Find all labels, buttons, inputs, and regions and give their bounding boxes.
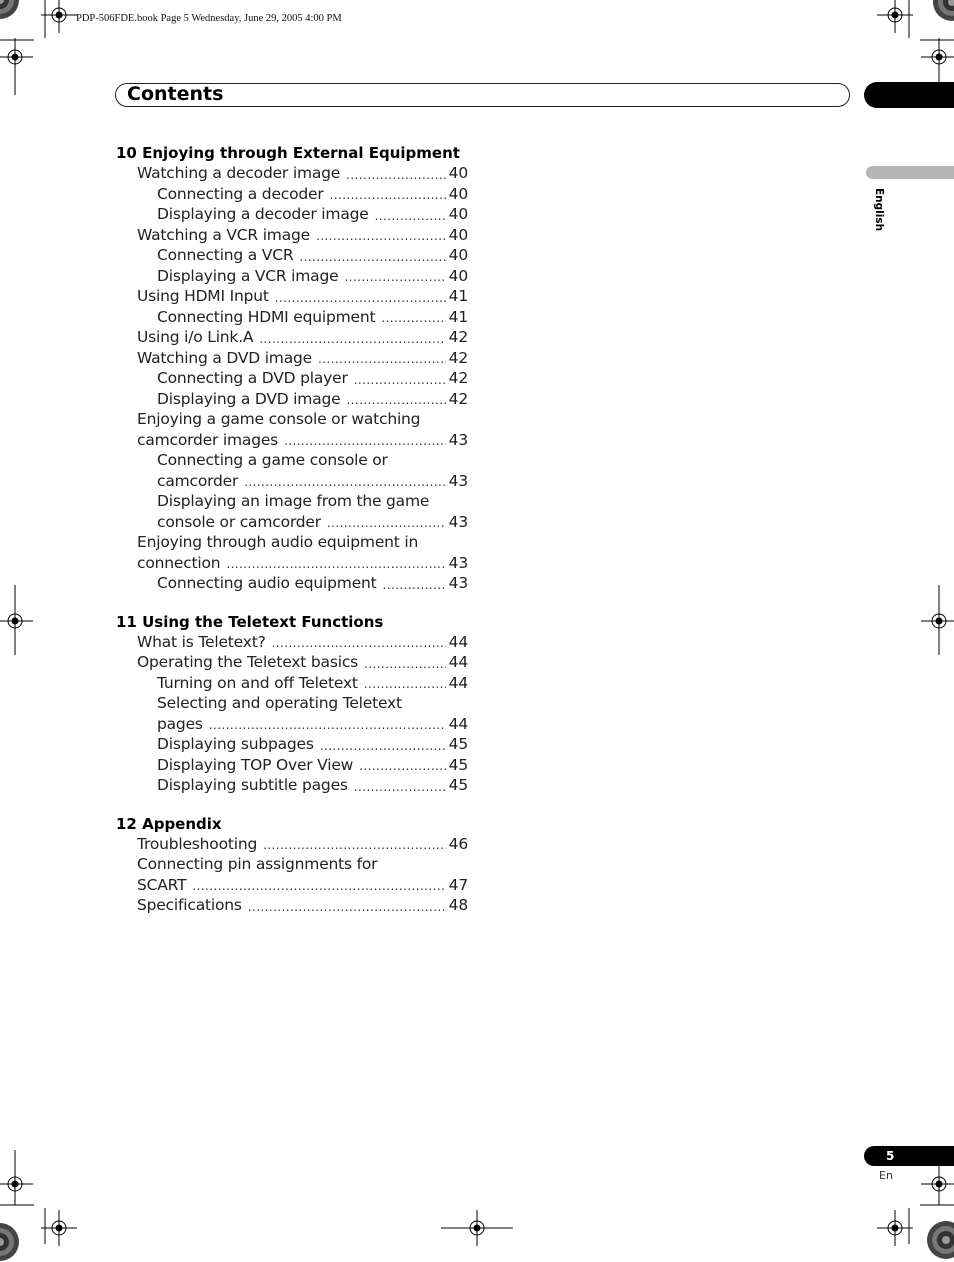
dot-leader [209,717,446,734]
registration-target-icon [39,1208,79,1248]
entry-text: Selecting and operating Teletext [157,694,402,712]
entry-text: SCART [137,875,187,894]
entry-text: Connecting a decoder [157,184,324,203]
dot-leader [320,738,446,755]
entry-page-number: 48 [448,896,468,914]
entry-text: Connecting a game console or [157,451,388,469]
toc-entry[interactable] [137,854,468,895]
entry-page-number: 44 [448,653,468,671]
entry-text: Watching a DVD image [137,348,312,367]
toc-entry[interactable] [137,652,468,673]
dot-leader [244,474,445,491]
entry-text: Displaying a DVD image [157,389,341,408]
dot-leader [346,167,446,184]
entry-page-number: 40 [448,246,468,264]
color-wheel-icon [0,0,20,20]
toc-entry[interactable] [157,307,468,328]
dot-leader [327,515,446,532]
color-wheel-icon [0,1222,20,1262]
registration-target-icon [437,1208,517,1248]
toc-entry[interactable] [137,895,468,916]
entry-text: Connecting a DVD player [157,369,348,387]
entry-text: Enjoying through audio equipment in [137,533,419,551]
entry-page-number: 42 [448,369,468,387]
toc-entry[interactable] [137,834,468,855]
color-wheel-icon [926,1220,954,1260]
entry-page-number: 43 [448,553,468,572]
dot-leader [192,878,445,895]
toc-entry[interactable] [137,225,468,246]
toc-entry[interactable] [157,755,468,776]
section-title: 11 Using the Teletext Functions [116,612,384,631]
language-tab-bar [866,166,954,179]
entry-page-number: 45 [448,735,468,753]
entry-page-number: 45 [448,755,468,774]
dot-leader [299,249,445,266]
page-language-code: En [879,1169,893,1182]
toc-entry[interactable] [157,368,468,389]
dot-leader [344,269,445,286]
toc-entry[interactable] [157,491,468,532]
entry-page-number: 43 [448,512,468,531]
toc-entry[interactable] [157,734,468,755]
entry-page-number: 44 [448,673,468,692]
entry-page-number: 47 [448,875,468,894]
toc-entry[interactable] [137,409,468,450]
entry-text: Using i/o Link.A [137,328,254,346]
entry-text: What is Teletext? [137,632,266,651]
contents-title-bar [115,83,850,107]
entry-text: Operating the Teletext basics [137,653,359,671]
dot-leader [381,310,445,327]
toc-entry[interactable] [157,266,468,287]
toc-section [116,814,468,916]
print-file-info: PDP-506FDE.book Page 5 Wednesday, June 29, 2005 4:00 PM [76,13,342,24]
entry-page-number: 43 [448,471,468,490]
dot-leader [330,187,446,204]
toc-entry[interactable] [157,389,468,410]
entry-page-number: 44 [448,632,468,651]
dot-leader [248,899,446,916]
entry-text: Connecting a VCR [157,246,294,264]
toc-entry[interactable] [157,245,468,266]
entry-text: Displaying TOP Over View [157,755,354,774]
registration-target-icon [919,1164,954,1204]
registration-target-icon [875,1208,915,1248]
entry-page-number: 40 [448,184,468,203]
entry-page-number: 43 [448,430,468,449]
entry-text: Enjoying a game console or watching [137,410,421,428]
dot-leader [284,433,446,450]
entry-text: camcorder [157,471,239,490]
page-title: Contents [127,83,224,105]
registration-target-icon [919,601,954,641]
dot-leader [364,656,446,673]
toc-entry[interactable] [137,348,468,369]
entry-text: Displaying subtitle pages [157,776,348,794]
entry-text: Displaying subpages [157,735,314,753]
entry-text: Watching a VCR image [137,225,310,244]
toc-entry[interactable] [157,204,468,225]
toc-entry[interactable] [137,163,468,184]
table-of-contents [116,143,468,934]
dot-leader [316,228,446,245]
entry-text: Troubleshooting [137,834,258,853]
entry-page-number: 44 [448,714,468,733]
registration-target-icon [0,601,35,641]
page-number: 5 [886,1149,895,1163]
entry-text: connection [137,553,221,572]
toc-entry[interactable] [157,693,468,734]
color-wheel-icon [932,0,954,22]
toc-entry[interactable] [137,632,468,653]
toc-entry[interactable] [157,184,468,205]
dot-leader [275,290,446,307]
toc-entry[interactable] [137,286,468,307]
entry-page-number: 40 [448,164,468,182]
entry-page-number: 40 [448,205,468,223]
entry-page-number: 41 [448,307,468,326]
page-number-tab [864,1146,954,1166]
dot-leader [318,351,446,368]
registration-target-icon [919,37,954,77]
toc-entry[interactable] [157,775,468,796]
toc-section [116,612,468,796]
entry-text: pages [157,714,203,733]
chapter-tab [864,82,954,108]
section-title: 10 Enjoying through External Equipment [116,144,460,162]
entry-text: Displaying an image from the game [157,492,430,510]
toc-entry[interactable] [137,327,468,348]
entry-page-number: 40 [448,225,468,244]
entry-text: Specifications [137,896,242,914]
toc-entry[interactable] [157,450,468,491]
entry-text: Watching a decoder image [137,164,341,182]
entry-text: console or camcorder [157,512,321,531]
entry-page-number: 43 [448,574,468,592]
dot-leader [375,208,446,225]
dot-leader [364,676,446,693]
entry-page-number: 41 [448,287,468,305]
toc-entry[interactable] [157,673,468,694]
section-title: 12 Appendix [116,814,222,833]
entry-text: Connecting pin assignments for [137,855,378,873]
entry-page-number: 40 [448,266,468,285]
entry-text: Displaying a VCR image [157,266,339,285]
dot-leader [272,635,446,652]
entry-text: Connecting audio equipment [157,574,377,592]
entry-page-number: 46 [448,834,468,853]
entry-text: camcorder images [137,430,279,449]
entry-text: Turning on and off Teletext [157,673,358,692]
registration-target-icon [39,0,79,35]
dot-leader [263,837,446,854]
dot-leader [226,556,445,573]
entry-page-number: 42 [448,389,468,408]
dot-leader [359,758,446,775]
entry-text: Connecting HDMI equipment [157,307,376,326]
entry-text: Using HDMI Input [137,287,269,305]
registration-target-icon [0,1164,35,1204]
dot-leader [259,331,445,348]
toc-entry[interactable] [137,532,468,573]
entry-page-number: 45 [448,776,468,794]
toc-section [116,143,468,594]
registration-target-icon [875,0,915,35]
language-tab-label: English [873,188,885,232]
entry-text: Displaying a decoder image [157,205,369,223]
dot-leader [383,577,446,594]
entry-page-number: 42 [448,328,468,346]
dot-leader [354,372,446,389]
dot-leader [354,779,446,796]
toc-entry[interactable] [157,573,468,594]
dot-leader [346,392,445,409]
registration-target-icon [0,37,35,77]
entry-page-number: 42 [448,348,468,367]
